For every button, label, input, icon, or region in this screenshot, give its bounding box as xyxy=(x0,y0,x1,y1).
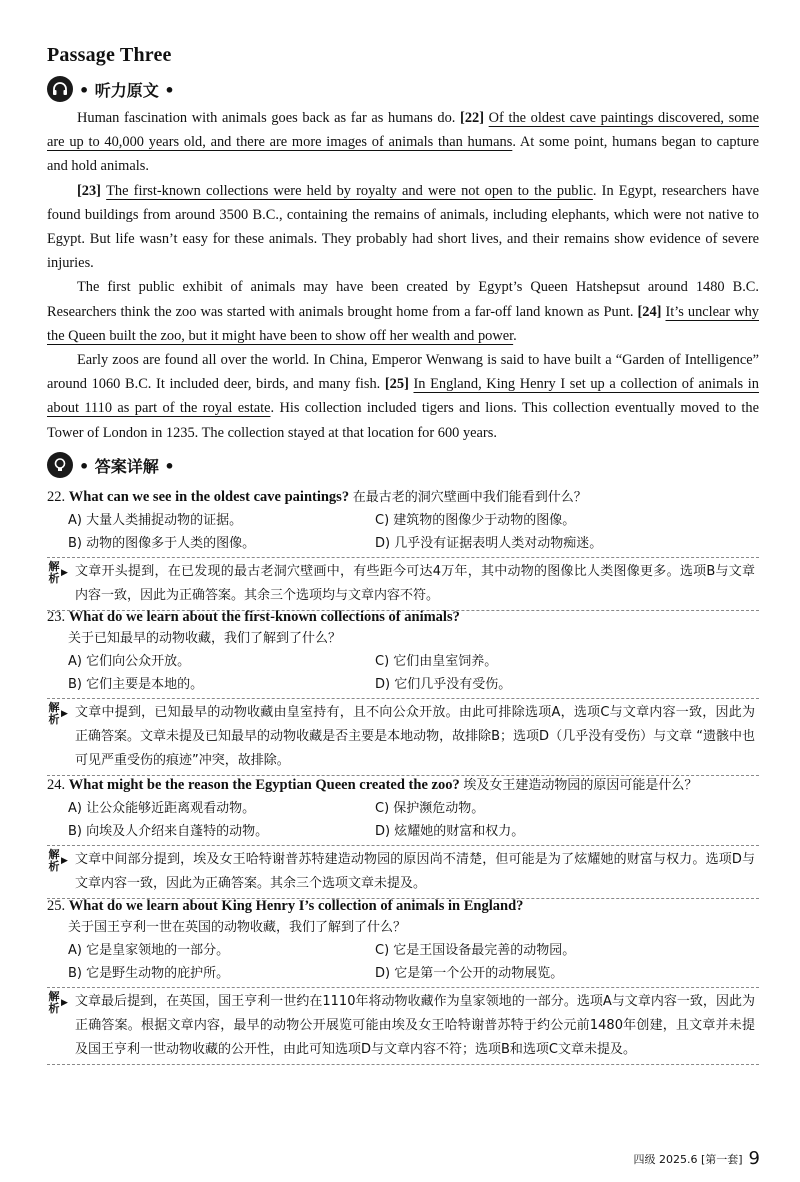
tag-char: 解 xyxy=(48,701,60,714)
arrow-icon: ▶ xyxy=(61,856,68,866)
tag-char: 解 xyxy=(48,560,60,573)
option-b: B) 动物的图像多于人类的图像。 xyxy=(68,536,256,551)
page-footer xyxy=(633,1148,760,1169)
option-d: D) 它是第一个公开的动物展览。 xyxy=(375,966,564,981)
question-stem xyxy=(47,606,759,628)
text: . At some point, humans began to capture and hold animals. xyxy=(47,134,759,175)
explanation-text: 文章中提到，已知最早的动物收藏由皇室持有，且不向公众开放。由此可排除选项A，选项C与文章内容一致，因此为正确答案。文章未提及已知最早的动物收藏是否主要是本地动物，故排除B；选项D（几乎没有受伤）与文章 “遗骸中也可见严重受伤的痕迹”冲突，故排除。 xyxy=(75,705,755,768)
explanation xyxy=(47,698,759,776)
option-c: C) 它是王国设备最完善的动物园。 xyxy=(375,943,576,958)
underlined-answer: Of the oldest cave paintings discovered, some are up to 40,000 years old, and there are more images of animals than humans xyxy=(47,110,759,151)
option-b: B) 向埃及人介绍来自蓬特的动物。 xyxy=(68,824,269,839)
option-d: D) 几乎没有证据表明人类对动物痴迷。 xyxy=(375,536,603,551)
question-en: What do we learn about King Henry I’s collection of animals in England? xyxy=(68,898,524,914)
question-stem xyxy=(47,774,759,797)
question-en: What might be the reason the Egyptian Queen created the zoo? xyxy=(68,777,460,793)
option-b: B) 它是野生动物的庇护所。 xyxy=(68,966,230,981)
option-a: A) 让公众能够近距离观看动物。 xyxy=(68,801,256,816)
footer-issue: 四级 2025.6 [第一套] xyxy=(633,1152,743,1166)
transcript-paragraph-3 xyxy=(47,275,759,348)
explanation-tag xyxy=(45,701,68,726)
explanation-text: 文章最后提到，在英国，国王亨利一世约在1110年将动物收藏作为皇家领地的一部分。选项A与文章内容一致，因此为正确答案。根据文章内容，最早的动物公开展览可能由埃及女王哈特谢普苏特于约公元前1480年创建，且文章并未提及国王亨利一世动物收藏的公开性，由此可知选项D与文章内容不符；选项B和选项C文章未提及。 xyxy=(75,994,755,1057)
question-tag: [22] xyxy=(460,110,489,126)
question-cn: 关于国王亨利一世在英国的动物收藏，我们了解到了什么？ xyxy=(68,920,407,935)
question-cn: 埃及女王建造动物园的原因可能是什么？ xyxy=(463,778,698,793)
underlined-answer: The first-known collections were held by royalty and were not open to the public xyxy=(106,182,593,199)
tag-char: 析 xyxy=(48,572,60,585)
text: Human fascination with animals goes back as far as humans do. xyxy=(77,110,461,126)
transcript-heading xyxy=(47,76,175,102)
option-d: D) 炫耀她的财富和权力。 xyxy=(375,824,525,839)
tag-char: 解 xyxy=(48,848,60,861)
transcript-paragraph-4 xyxy=(47,348,759,445)
answers-heading xyxy=(47,452,175,478)
question-stem xyxy=(47,486,759,509)
text: . In Egypt, researchers have found buildings from around 3500 B.C., containing the remains of animals, including elephants, which were not native to Egypt. But life wasn’t easy for these animals. They probably had short lives, and their remains show evidence of severe injuries. xyxy=(47,182,759,272)
explanation-tag xyxy=(45,560,68,585)
text: The first public exhibit of animals may have been created by Egypt’s Queen Hatshepsut around 1480 B.C. Researchers think the zoo was started with animals brought home from a far-off land known as Punt. xyxy=(47,279,759,320)
option-b: B) 它们主要是本地的。 xyxy=(68,677,204,692)
underlined-answer: It’s unclear why the Queen built the zoo, but it might have been to show off her wealth and power xyxy=(47,303,759,344)
option-a: A) 它是皇家领地的一部分。 xyxy=(68,943,230,958)
explanation xyxy=(47,845,759,899)
option-a: A) 大量人类捕捉动物的证据。 xyxy=(68,513,243,528)
underlined-answer: In England, King Henry I set up a collection of animals in about 1110 as part of the royal estate xyxy=(47,376,759,417)
explanation xyxy=(47,557,759,611)
text: . xyxy=(513,327,517,344)
question-cn: 关于已知最早的动物收藏，我们了解到了什么？ xyxy=(68,631,342,646)
tag-char: 析 xyxy=(48,860,60,873)
text: Early zoos are found all over the world. In China, Emperor Wenwang is said to have built a “Garden of Intelligence” around 1060 B.C. It included deer, birds, and many fish. xyxy=(47,352,759,393)
transcript-paragraph-1 xyxy=(47,106,759,179)
options xyxy=(68,797,759,843)
transcript-heading-label: • 听力原文 • xyxy=(79,80,175,100)
option-c: C) 它们由皇室饲养。 xyxy=(375,654,498,669)
question-cn: 在最古老的洞穴壁画中我们能看到什么？ xyxy=(352,490,587,505)
lightbulb-icon xyxy=(47,452,73,478)
option-a: A) 它们向公众开放。 xyxy=(68,654,191,669)
arrow-icon: ▶ xyxy=(61,998,68,1008)
question-22 xyxy=(47,486,759,611)
explanation xyxy=(47,987,759,1065)
page-number: 9 xyxy=(748,1148,760,1169)
transcript xyxy=(47,106,759,445)
transcript-paragraph-2 xyxy=(47,179,759,276)
answers-heading-label: • 答案详解 • xyxy=(79,456,175,476)
text: . His collection included tigers and lions. This collection eventually moved to the Tower of London in 1235. The collection stayed at that location for 600 years. xyxy=(47,400,759,441)
explanation-tag xyxy=(45,990,68,1015)
question-tag: [23] xyxy=(77,182,107,199)
explanation-text: 文章开头提到，在已发现的最古老洞穴壁画中，有些距今可达4万年，其中动物的图像比人类图像更多。选项B与文章内容一致，因此为正确答案。其余三个选项均与文章内容不符。 xyxy=(75,564,755,603)
tag-char: 析 xyxy=(48,1002,60,1015)
question-25 xyxy=(47,895,759,1065)
tag-char: 解 xyxy=(48,990,60,1003)
headphones-icon xyxy=(47,76,73,102)
arrow-icon: ▶ xyxy=(61,709,68,719)
question-en: What do we learn about the first-known collections of animals? xyxy=(68,609,460,625)
passage-title: Passage Three xyxy=(47,44,172,66)
option-c: C) 建筑物的图像少于动物的图像。 xyxy=(375,513,576,528)
question-tag: [25] xyxy=(384,376,414,393)
options xyxy=(68,509,759,555)
explanation-tag xyxy=(45,848,68,873)
question-24 xyxy=(47,774,759,899)
explanation-text: 文章中间部分提到，埃及女王哈特谢普苏特建造动物园的原因尚不清楚，但可能是为了炫耀她的财富与权力。选项D与文章内容一致，因此为正确答案。其余三个选项文章未提及。 xyxy=(75,852,755,891)
question-en: What can we see in the oldest cave paintings? xyxy=(68,489,350,505)
question-number: 22. xyxy=(47,489,66,505)
question-number: 24. xyxy=(47,777,66,793)
options xyxy=(68,650,759,696)
question-stem xyxy=(47,895,759,917)
question-number: 23. xyxy=(47,609,66,625)
option-d: D) 它们几乎没有受伤。 xyxy=(375,677,512,692)
options xyxy=(68,939,759,985)
question-tag: [24] xyxy=(637,303,666,320)
tag-char: 析 xyxy=(48,713,60,726)
arrow-icon: ▶ xyxy=(61,568,68,578)
option-c: C) 保护濒危动物。 xyxy=(375,801,485,816)
question-number: 25. xyxy=(47,898,66,914)
question-23 xyxy=(47,606,759,776)
